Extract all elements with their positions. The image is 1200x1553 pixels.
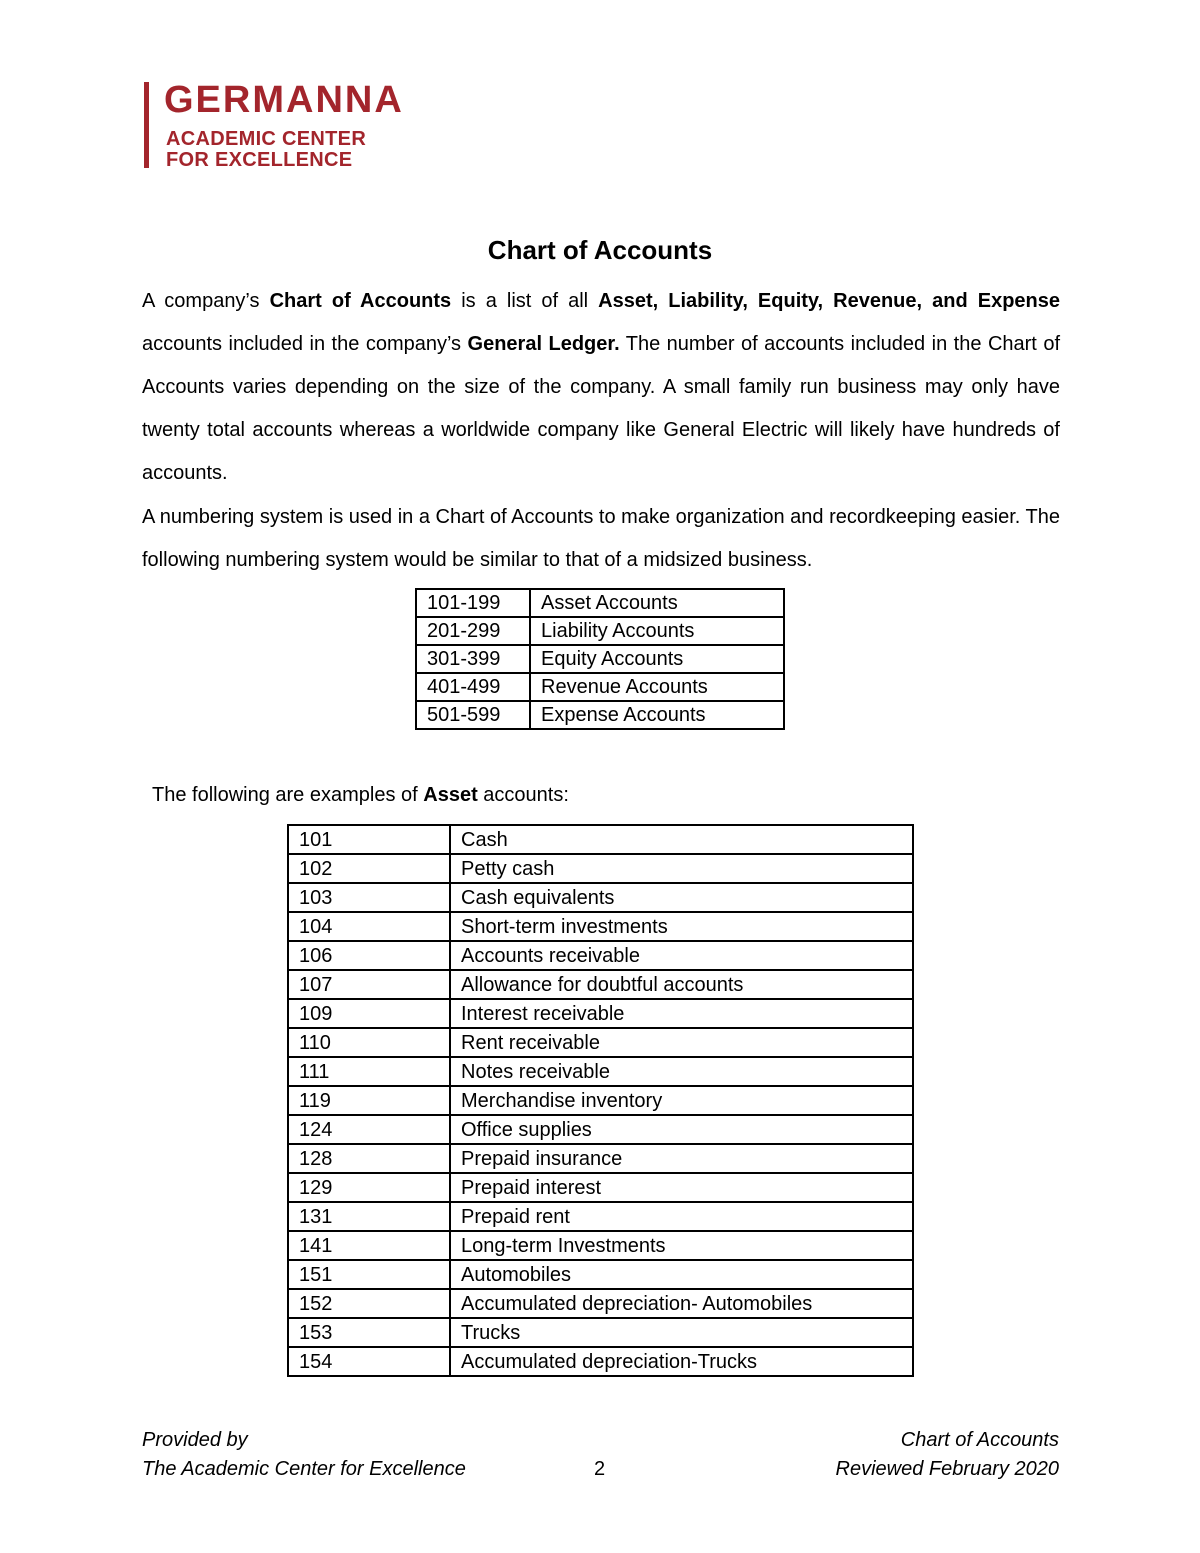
asset-row bbox=[288, 1086, 913, 1115]
asset-label: Automobiles bbox=[450, 1260, 913, 1289]
p1-text-2: is a list of all bbox=[451, 290, 599, 312]
footer-page-number: 2 bbox=[594, 1458, 606, 1480]
range-label: Revenue Accounts bbox=[530, 673, 784, 701]
asset-label: Trucks bbox=[450, 1318, 913, 1347]
asset-intro bbox=[152, 780, 569, 810]
range-code: 501-599 bbox=[416, 701, 530, 729]
numbering-table bbox=[415, 588, 785, 730]
p1-text-4: The number of accounts included in the Chart of Accounts varies depending on the size of the company. A small family run business may only have twenty total accounts whereas a worldwide company like General Electric will likely have hundreds of accounts. bbox=[142, 333, 1061, 484]
asset-code: 151 bbox=[288, 1260, 450, 1289]
asset-row bbox=[288, 1202, 913, 1231]
p1-text-3: accounts included in the company’s bbox=[142, 333, 468, 355]
footer-doc-title: Chart of Accounts bbox=[900, 1429, 1059, 1451]
asset-row bbox=[288, 1318, 913, 1347]
asset-code: 141 bbox=[288, 1231, 450, 1260]
asset-row bbox=[288, 1144, 913, 1173]
asset-row bbox=[288, 854, 913, 883]
asset-label: Short-term investments bbox=[450, 912, 913, 941]
asset-label: Accumulated depreciation-Trucks bbox=[450, 1347, 913, 1376]
asset-label: Allowance for doubtful accounts bbox=[450, 970, 913, 999]
asset-code: 152 bbox=[288, 1289, 450, 1318]
asset-code: 129 bbox=[288, 1173, 450, 1202]
logo-line2: FOR EXCELLENCE bbox=[166, 149, 353, 171]
asset-row bbox=[288, 1028, 913, 1057]
footer-right bbox=[836, 1426, 1059, 1484]
asset-row bbox=[288, 941, 913, 970]
asset-label: Rent receivable bbox=[450, 1028, 913, 1057]
logo-line1: ACADEMIC CENTER bbox=[166, 128, 367, 150]
range-label: Liability Accounts bbox=[530, 617, 784, 645]
range-label: Expense Accounts bbox=[530, 701, 784, 729]
asset-label: Cash bbox=[450, 825, 913, 854]
asset-label: Accumulated depreciation- Automobiles bbox=[450, 1289, 913, 1318]
asset-label: Prepaid insurance bbox=[450, 1144, 913, 1173]
asset-row bbox=[288, 999, 913, 1028]
asset-label: Office supplies bbox=[450, 1115, 913, 1144]
asset-row bbox=[288, 1231, 913, 1260]
footer-provided-by: Provided by bbox=[142, 1429, 248, 1451]
logo-bar bbox=[144, 82, 149, 168]
asset-code: 101 bbox=[288, 825, 450, 854]
asset-code: 128 bbox=[288, 1144, 450, 1173]
footer-left bbox=[142, 1426, 466, 1484]
p1-text-1: A company’s bbox=[142, 290, 270, 312]
asset-code: 107 bbox=[288, 970, 450, 999]
asset-row bbox=[288, 970, 913, 999]
asset-row bbox=[288, 1173, 913, 1202]
range-row bbox=[416, 701, 784, 729]
asset-row bbox=[288, 1347, 913, 1376]
asset-row bbox=[288, 1260, 913, 1289]
range-code: 301-399 bbox=[416, 645, 530, 673]
asset-label: Cash equivalents bbox=[450, 883, 913, 912]
asset-row bbox=[288, 1289, 913, 1318]
intro-paragraph bbox=[142, 280, 1060, 495]
asset-label: Notes receivable bbox=[450, 1057, 913, 1086]
asset-row bbox=[288, 883, 913, 912]
asset-code: 119 bbox=[288, 1086, 450, 1115]
asset-code: 106 bbox=[288, 941, 450, 970]
asset-row bbox=[288, 1115, 913, 1144]
asset-label: Petty cash bbox=[450, 854, 913, 883]
range-row bbox=[416, 617, 784, 645]
numbering-paragraph: A numbering system is used in a Chart of Accounts to make organization and recordkeeping easier. The following numbering system would be similar to that of a midsized business. bbox=[142, 506, 1060, 571]
asset-label: Prepaid rent bbox=[450, 1202, 913, 1231]
footer-center-name: The Academic Center for Excellence bbox=[142, 1458, 466, 1480]
asset-label: Prepaid interest bbox=[450, 1173, 913, 1202]
page-title: Chart of Accounts bbox=[487, 235, 713, 265]
asset-label: Interest receivable bbox=[450, 999, 913, 1028]
range-row bbox=[416, 589, 784, 617]
asset-row bbox=[288, 825, 913, 854]
asset-code: 104 bbox=[288, 912, 450, 941]
asset-intro-post: accounts: bbox=[477, 784, 569, 806]
asset-code: 124 bbox=[288, 1115, 450, 1144]
asset-intro-bold: Asset bbox=[423, 784, 478, 806]
asset-code: 153 bbox=[288, 1318, 450, 1347]
asset-code: 154 bbox=[288, 1347, 450, 1376]
asset-code: 103 bbox=[288, 883, 450, 912]
p1-bold-1: Chart of Accounts bbox=[269, 290, 452, 312]
range-label: Asset Accounts bbox=[530, 589, 784, 617]
range-code: 201-299 bbox=[416, 617, 530, 645]
range-code: 401-499 bbox=[416, 673, 530, 701]
asset-label: Long-term Investments bbox=[450, 1231, 913, 1260]
asset-intro-pre: The following are examples of bbox=[152, 784, 424, 806]
p1-bold-3: General Ledger. bbox=[467, 333, 620, 355]
asset-label: Merchandise inventory bbox=[450, 1086, 913, 1115]
range-code: 101-199 bbox=[416, 589, 530, 617]
range-row bbox=[416, 645, 784, 673]
asset-row bbox=[288, 912, 913, 941]
germanna-logo bbox=[144, 80, 444, 172]
p1-bold-2: Asset, Liability, Equity, Revenue, and Expense bbox=[598, 290, 1060, 312]
asset-accounts-table bbox=[287, 824, 914, 1377]
range-label: Equity Accounts bbox=[530, 645, 784, 673]
asset-label: Accounts receivable bbox=[450, 941, 913, 970]
asset-code: 131 bbox=[288, 1202, 450, 1231]
range-row bbox=[416, 673, 784, 701]
asset-code: 102 bbox=[288, 854, 450, 883]
asset-code: 111 bbox=[288, 1057, 450, 1086]
asset-code: 110 bbox=[288, 1028, 450, 1057]
logo-brand: GERMANNA bbox=[164, 79, 404, 121]
asset-code: 109 bbox=[288, 999, 450, 1028]
asset-row bbox=[288, 1057, 913, 1086]
footer-reviewed: Reviewed February 2020 bbox=[835, 1458, 1059, 1480]
